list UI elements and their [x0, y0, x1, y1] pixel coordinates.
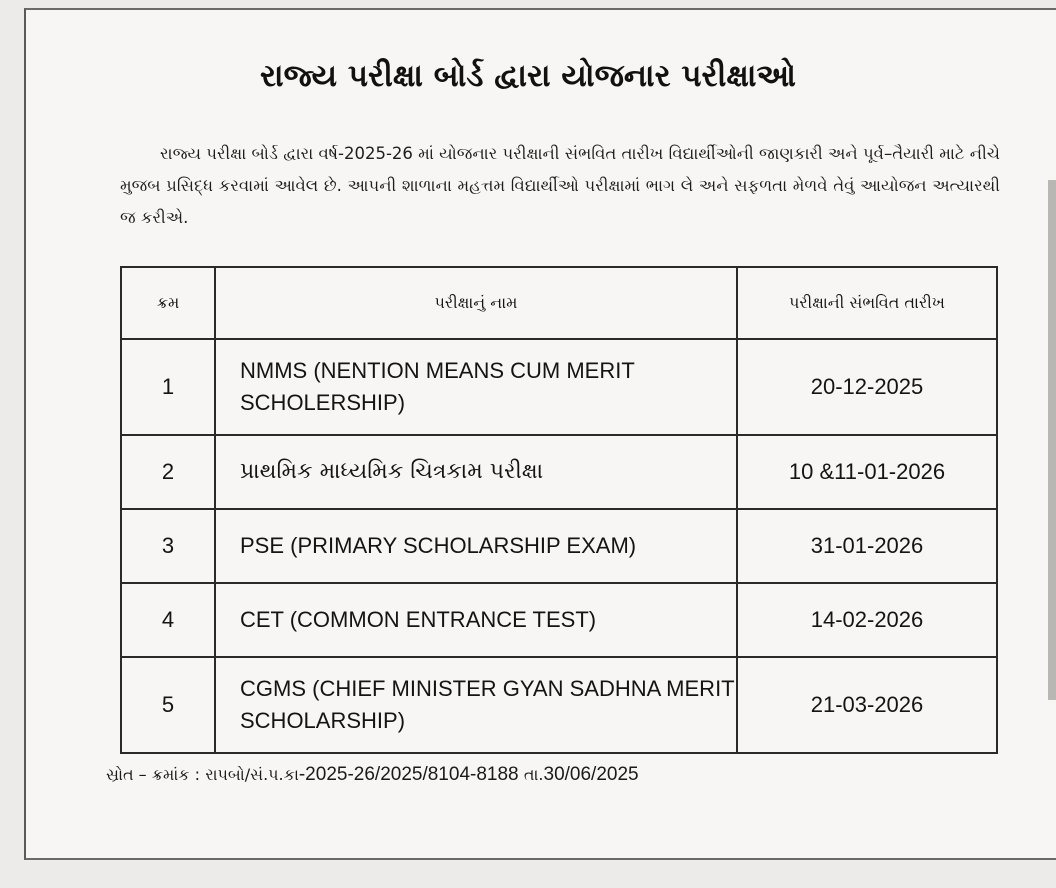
row-serial: 2 — [121, 435, 215, 509]
table-row — [121, 583, 997, 657]
row-exam-date: 20-12-2025 — [737, 339, 997, 435]
row-exam-date: 31-01-2026 — [737, 509, 997, 583]
exam-schedule-table — [120, 266, 998, 754]
row-serial: 1 — [121, 339, 215, 435]
row-exam-name: CET (COMMON ENTRANCE TEST) — [215, 583, 737, 657]
row-exam-name: PSE (PRIMARY SCHOLARSHIP EXAM) — [215, 509, 737, 583]
row-exam-date: 21-03-2026 — [737, 657, 997, 753]
notice-title: રાજ્ય પરીક્ષા બોર્ડ દ્વારા યોજનાર પરીક્ષાઓ — [260, 58, 796, 94]
table-row — [121, 657, 997, 753]
source-label: સ્રોત – ક્રમાંક : — [106, 765, 201, 784]
row-exam-name: પ્રાથમિક માધ્યમિક ચિત્રકામ પરીક્ષા — [215, 435, 737, 509]
header-exam-name: પરીક્ષાનું નામ — [215, 267, 737, 339]
table-row — [121, 509, 997, 583]
source-ref-number: -2025-26/2025/8104-8188 — [298, 764, 519, 785]
source-ref-prefix: રાપબો/સં.પ.કા — [205, 765, 299, 784]
source-date-prefix: તા. — [523, 765, 544, 784]
source-reference — [106, 764, 639, 786]
header-exam-date: પરીક્ષાની સંભવિત તારીખ — [737, 267, 997, 339]
row-exam-name: NMMS (NENTION MEANS CUM MERIT SCHOLERSHIP) — [215, 339, 737, 435]
header-serial: ક્રમ — [121, 267, 215, 339]
row-serial: 3 — [121, 509, 215, 583]
row-serial: 5 — [121, 657, 215, 753]
row-serial: 4 — [121, 583, 215, 657]
page-edge-strip — [1048, 180, 1056, 700]
table-row — [121, 339, 997, 435]
notice-intro-paragraph: રાજ્ય પરીક્ષા બોર્ડ દ્વારા વર્ષ-2025-26 માં યોજનાર પરીક્ષાની સંભવિત તારીખ વિદ્યાર્થીઓની જાણકારી અને પૂર્વ–તૈયારી માટે નીચે મુજબ પ્રસિદ્ધ કરવામાં આવેલ છે. આપની શાળાના મહત્તમ વિદ્યાર્થીઓ પરીક્ષામાં ભાગ લે અને સફળતા મેળવે તેવું આયોજન અત્યારથી જ કરીએ. — [120, 144, 1000, 227]
table-header-row — [121, 267, 997, 339]
row-exam-date: 14-02-2026 — [737, 583, 997, 657]
row-exam-name: CGMS (CHIEF MINISTER GYAN SADHNA MERIT SCHOLARSHIP) — [215, 657, 737, 753]
source-date: 30/06/2025 — [543, 764, 639, 785]
table-row — [121, 435, 997, 509]
row-exam-date: 10 &11-01-2026 — [737, 435, 997, 509]
